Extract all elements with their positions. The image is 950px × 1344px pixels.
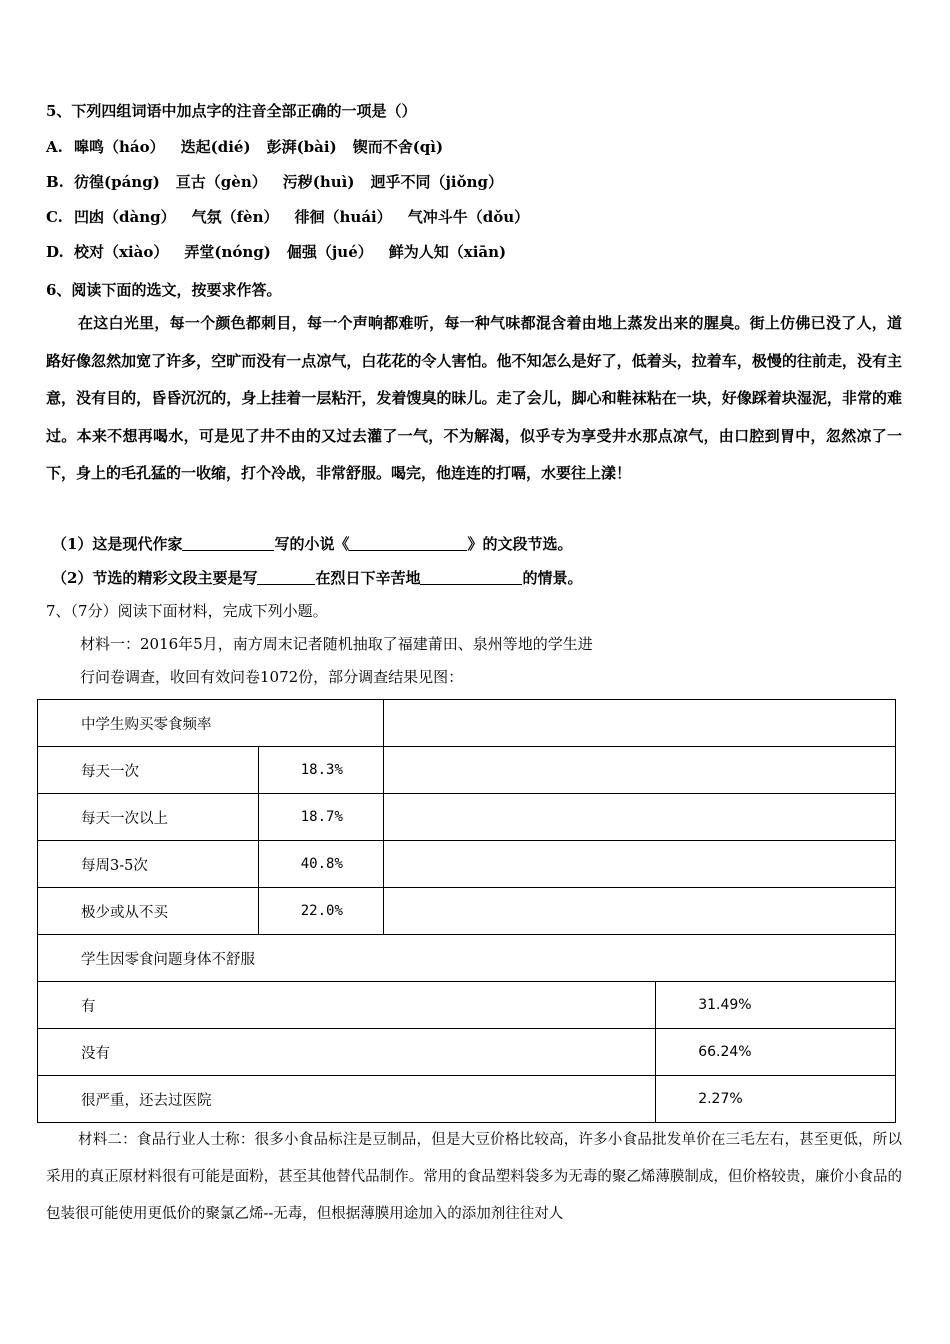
sub1-text-c: 》的文段节选。 bbox=[467, 535, 573, 553]
sick-label: 有 bbox=[38, 982, 656, 1029]
sick-value: 31.49% bbox=[656, 982, 896, 1029]
table-row bbox=[38, 982, 896, 1029]
q7-stem: 7、（7分）阅读下面材料，完成下列小题。 bbox=[46, 602, 328, 620]
table-row bbox=[38, 700, 896, 747]
option-word: 嗥鸣（háo） bbox=[74, 138, 165, 156]
option-word: 彭湃(bài) bbox=[266, 138, 337, 156]
option-label: C. bbox=[46, 208, 63, 226]
freq-label: 每天一次以上 bbox=[38, 794, 259, 841]
freq-label: 每周3-5次 bbox=[38, 841, 259, 888]
empty-cell bbox=[383, 700, 895, 747]
table-row bbox=[38, 935, 896, 982]
sick-value: 2.27% bbox=[656, 1076, 896, 1123]
option-word: 倔强（jué） bbox=[286, 243, 373, 261]
option-word: 迭起(dié) bbox=[180, 138, 251, 156]
empty-cell bbox=[383, 794, 895, 841]
sick-label: 没有 bbox=[38, 1029, 656, 1076]
option-word: 彷徨(páng) bbox=[74, 173, 160, 191]
q7-material2 bbox=[46, 1122, 902, 1233]
sub2-text-b: 在烈日下辛苦地 bbox=[315, 569, 421, 587]
option-word: 凹凼（dàng） bbox=[74, 208, 176, 226]
q6-passage-text: 在这白光里，每一个颜色都刺目，每一个声响都难听，每一种气味都混含着由地上蒸发出来的腥臭。街上仿佛已没了人，道路好像忽然加宽了许多，空旷而没有一点凉气，白花花的令人害怕。他不知怎么是好了，低着头，拉着车，极慢的往前走，没有主意，没有目的，昏昏沉沉的，身上挂着一层粘汗，发着馊臭的昧儿。走了会儿，脚心和鞋袜粘在一块，好像踩着块湿泥，非常的难过。本来不想再喝水，可是见了井不由的又过去灌了一气，不为解渴，似乎专为享受井水那点凉气，由口腔到胃中，忽然凉了一下，身上的毛孔猛的一收缩，打个冷战，非常舒服。喝完，他连连的打嗝，水要往上漾！ bbox=[46, 314, 902, 482]
answer-blank[interactable] bbox=[420, 568, 522, 585]
empty-cell bbox=[383, 747, 895, 794]
table-row bbox=[38, 747, 896, 794]
freq-value: 22.0% bbox=[258, 888, 383, 935]
q5-option-c bbox=[46, 207, 545, 227]
table-row bbox=[38, 1076, 896, 1123]
answer-blank[interactable] bbox=[257, 568, 315, 585]
option-word: 气氛（fèn） bbox=[191, 208, 279, 226]
q6-subquestion-1 bbox=[52, 534, 572, 554]
sick-header: 学生因零食问题身体不舒服 bbox=[38, 935, 896, 982]
option-word: 弄堂(nóng) bbox=[184, 243, 271, 261]
option-word: 校对（xiào） bbox=[74, 243, 169, 261]
option-word: 亘古（gèn） bbox=[175, 173, 267, 191]
survey-table bbox=[37, 699, 896, 1123]
freq-value: 18.3% bbox=[258, 747, 383, 794]
option-word: 迥乎不同（jiǒng） bbox=[370, 173, 503, 191]
freq-value: 40.8% bbox=[258, 841, 383, 888]
option-label: D. bbox=[46, 243, 64, 261]
q6-subquestion-2 bbox=[52, 568, 582, 588]
q5-option-b bbox=[46, 172, 519, 192]
sick-label: 很严重，还去过医院 bbox=[38, 1076, 656, 1123]
sick-value: 66.24% bbox=[656, 1029, 896, 1076]
table-row bbox=[38, 794, 896, 841]
option-word: 锲而不舍(qì) bbox=[352, 138, 444, 156]
option-word: 徘徊（huái） bbox=[294, 208, 392, 226]
empty-cell bbox=[383, 841, 895, 888]
q6-stem: 6、阅读下面的选文，按要求作答。 bbox=[46, 281, 282, 299]
sub2-text-c: 的情景。 bbox=[522, 569, 583, 587]
q6-passage bbox=[46, 305, 902, 493]
sub1-text-a: （1）这是现代作家 bbox=[52, 535, 183, 553]
empty-cell bbox=[383, 888, 895, 935]
answer-blank[interactable] bbox=[349, 534, 467, 551]
table-row bbox=[38, 1029, 896, 1076]
freq-label: 极少或从不买 bbox=[38, 888, 259, 935]
freq-label: 每天一次 bbox=[38, 747, 259, 794]
option-label: B. bbox=[46, 173, 64, 191]
option-label: A. bbox=[46, 138, 63, 156]
option-word: 鲜为人知（xiān) bbox=[388, 243, 507, 261]
table-row bbox=[38, 888, 896, 935]
q5-stem: 5、下列四组词语中加点字的注音全部正确的一项是（） bbox=[46, 102, 417, 120]
q7-material1-line1: 材料一：2016年5月，南方周末记者随机抽取了福建莆田、泉州等地的学生进 bbox=[80, 635, 593, 653]
q7-material2-text: 材料二：食品行业人士称：很多小食品标注是豆制品，但是大豆价格比较高，许多小食品批发单价在三毛左右，甚至更低，所以采用的真正原材料很有可能是面粉，甚至其他替代品制作。常用的食品塑料袋多为无毒的聚乙烯薄膜制成，但价格较贵，廉价小食品的包装很可能使用更低价的聚氯乙烯--无毒，但根据薄膜用途加入的添加剂往往对人 bbox=[46, 1132, 902, 1222]
sub2-text-a: （2）节选的精彩文段主要是写 bbox=[52, 569, 258, 587]
q5-option-d bbox=[46, 242, 522, 262]
sub1-text-b: 写的小说《 bbox=[274, 535, 350, 553]
q7-material1-line2: 行问卷调查，收回有效问卷1072份，部分调查结果见图： bbox=[80, 668, 464, 686]
freq-header: 中学生购买零食频率 bbox=[38, 700, 384, 747]
answer-blank[interactable] bbox=[182, 534, 274, 551]
q5-option-a bbox=[46, 137, 459, 157]
option-word: 气冲斗牛（dǒu） bbox=[407, 208, 530, 226]
option-word: 污秽(huì) bbox=[282, 173, 355, 191]
freq-value: 18.7% bbox=[258, 794, 383, 841]
table-row bbox=[38, 841, 896, 888]
